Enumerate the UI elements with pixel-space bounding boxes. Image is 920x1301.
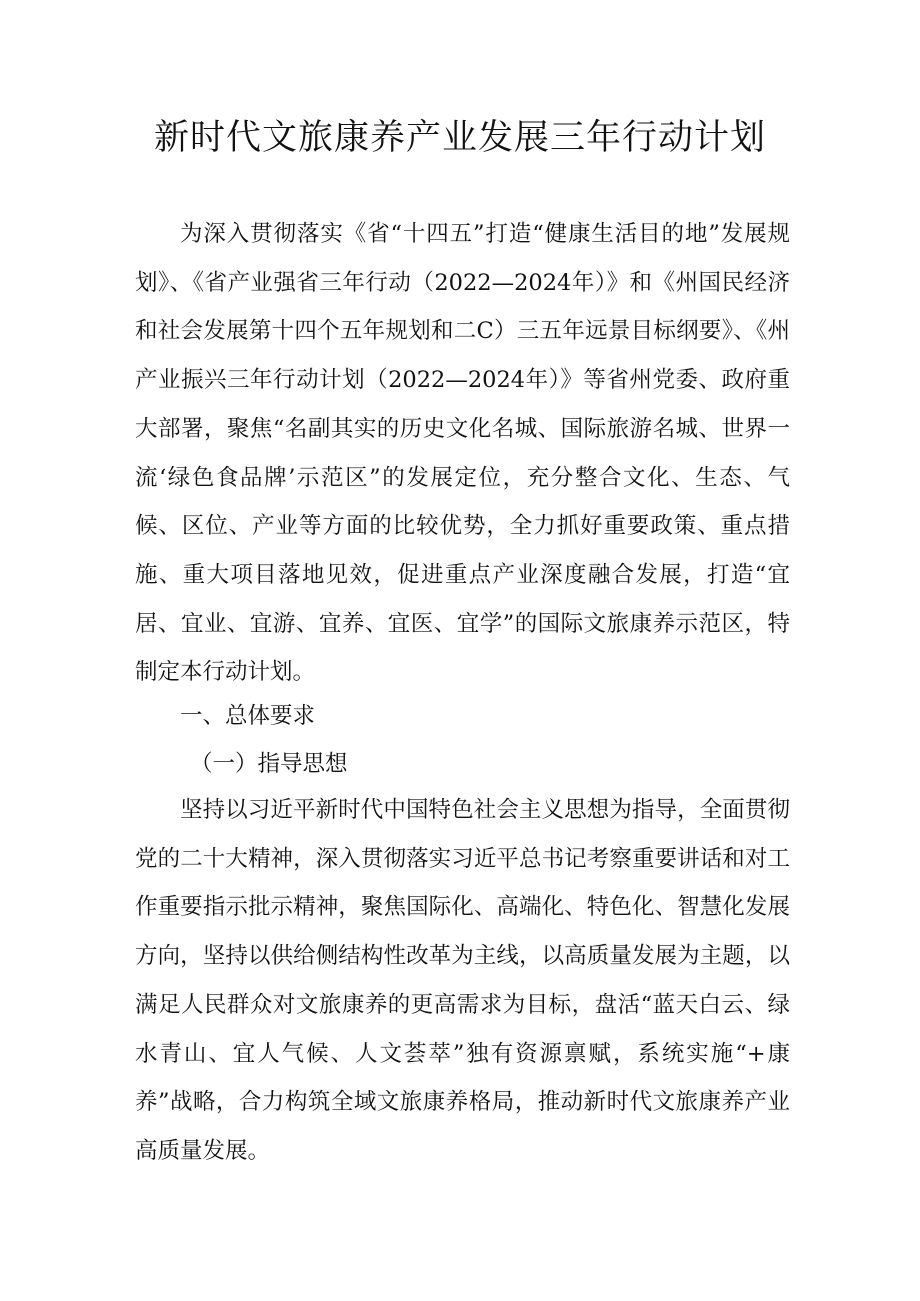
document-title: 新时代文旅康养产业发展三年行动计划: [153, 118, 766, 158]
section-heading-overall-requirements: 一、总体要求: [180, 703, 316, 729]
subsection-heading-guiding-ideology: （一）指导思想: [190, 751, 348, 777]
intro-paragraph: 为深入贯彻落实《省“十四五”打造“健康生活目的地”发展规划》、《省产业强省三年行动（2022—2024年）》和《州国民经济和社会发展第十四个五年规划和二C）三五年远景目标纲要》、《州产业振兴三年行动计划（2022—2024年）》等省州党委、政府重大部署，聚焦“名副其实的历史文化名城、国际旅游名城、世界一流‘绿色食品牌’示范区”的发展定位，充分整合文化、生态、气候、区位、产业等方面的比较优势，全力抓好重要政策、重点措施、重大项目落地见效，促进重点产业深度融合发展，打造“宜居、宜业、宜游、宜养、宜医、宜学”的国际文旅康养示范区，特制定本行动计划。: [135, 221, 790, 686]
guiding-ideology-paragraph: 坚持以习近平新时代中国特色社会主义思想为指导，全面贯彻党的二十大精神，深入贯彻落实习近平总书记考察重要讲话和对工作重要指示批示精神，聚焦国际化、高端化、特色化、智慧化发展方向，坚持以供给侧结构性改革为主线，以高质量发展为主题，以满足人民群众对文旅康养的更高需求为目标，盘活“蓝天白云、绿水青山、宜人气候、人文荟萃”独有资源禀赋，系统实施“+康养”战略，合力构筑全域文旅康养格局，推动新时代文旅康养产业高质量发展。: [135, 797, 790, 1164]
